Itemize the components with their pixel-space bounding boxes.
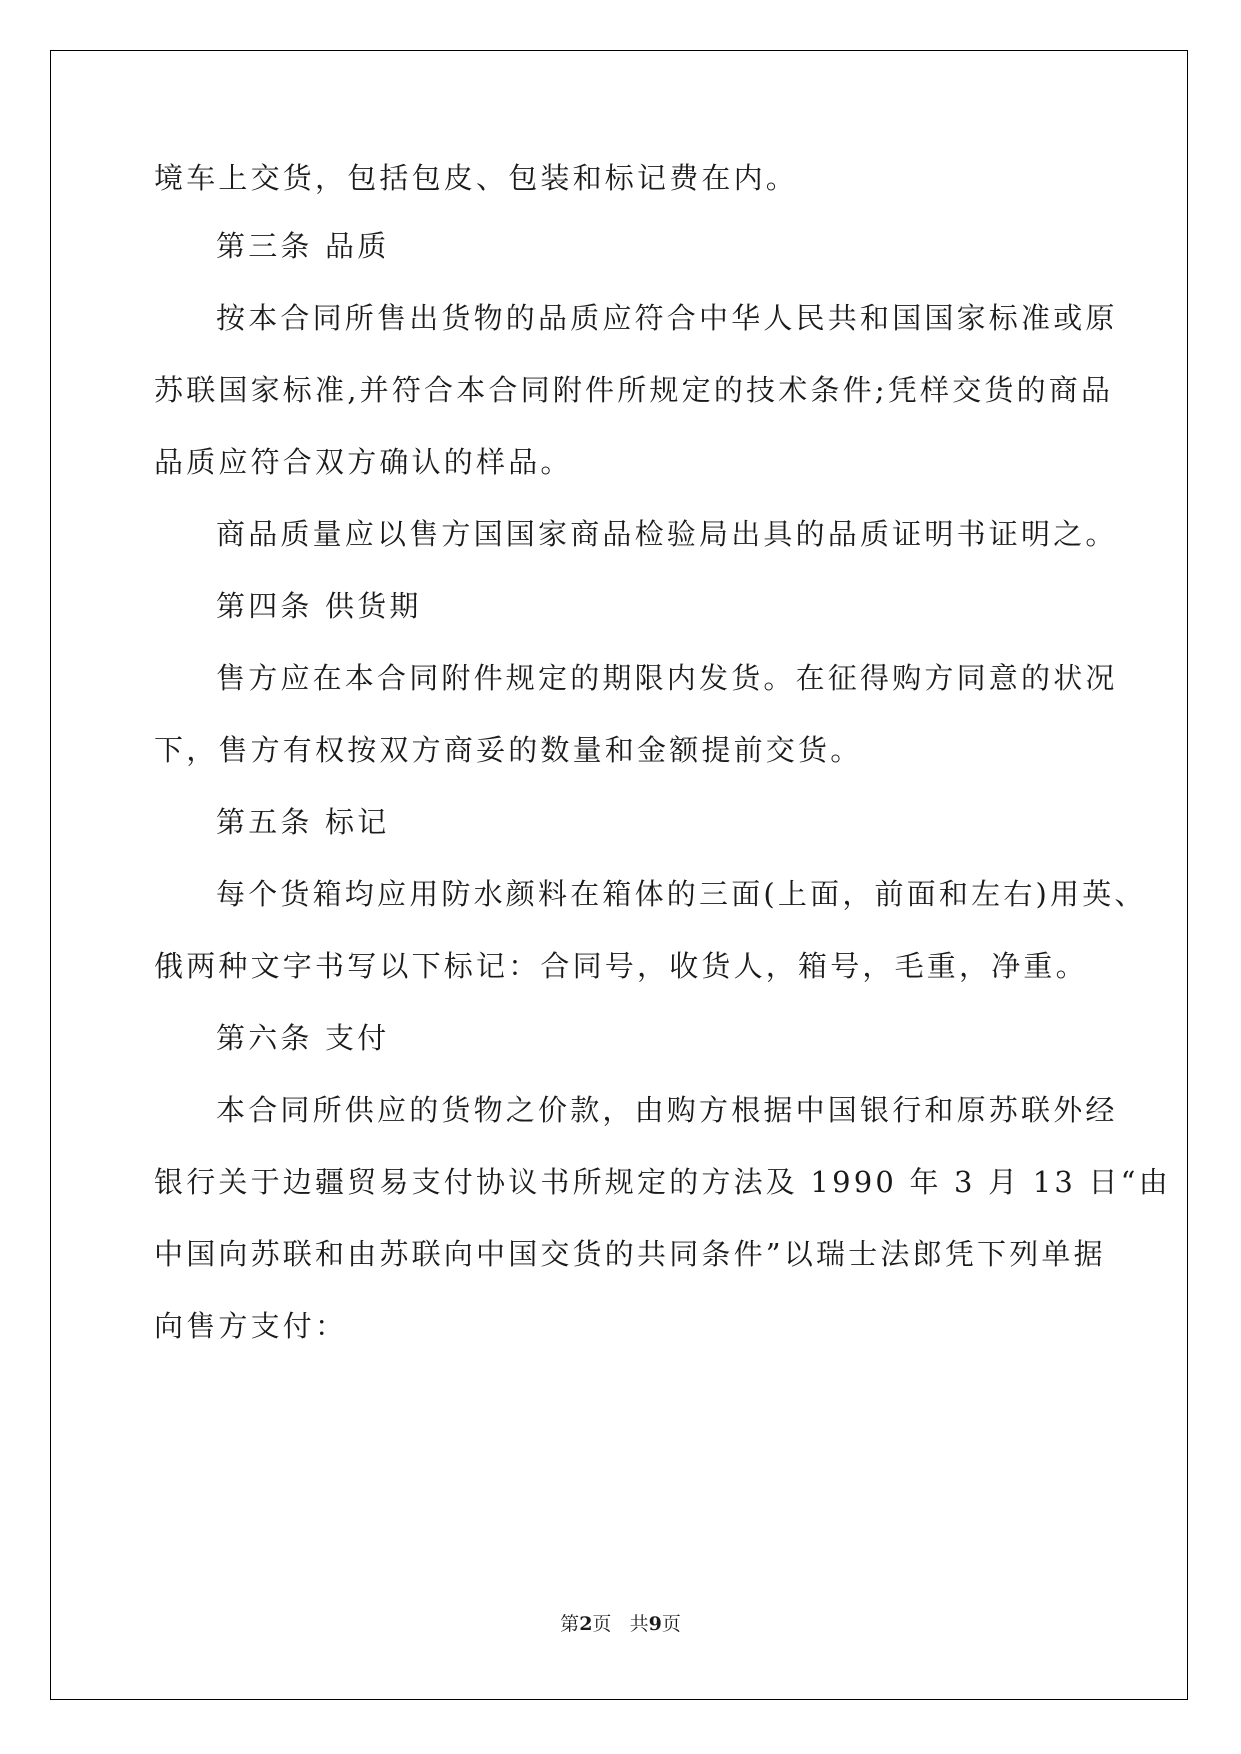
text-line-8: 售方应在本合同附件规定的期限内发货。在征得购方同意的状况 [216,661,1118,695]
text-line-6: 商品质量应以售方国国家商品检验局出具的品质证明书证明之。 [216,517,1118,551]
text-line-1: 境车上交货，包括包皮、包装和标记费在内。 [154,161,799,195]
current-page-number: 2 [579,1613,593,1635]
text-line-9: 下，售方有权按双方商妥的数量和金额提前交货。 [154,733,863,767]
text-line-3: 按本合同所售出货物的品质应符合中华人民共和国国家标准或原 [216,301,1118,335]
text-line-4: 苏联国家标准,并符合本合同附件所规定的技术条件;凭样交货的商品 [154,373,1114,407]
text-line-16: 中国向苏联和由苏联向中国交货的共同条件”以瑞士法郎凭下列单据 [154,1237,1106,1271]
article-5-heading: 第五条 标记 [216,805,390,839]
footer-page-suffix: 页 [592,1613,612,1635]
text-line-17: 向售方支付： [154,1309,348,1343]
text-line-14: 本合同所供应的货物之价款，由购方根据中国银行和原苏联外经 [216,1093,1118,1127]
text-line-5: 品质应符合双方确认的样品。 [154,445,573,479]
text-line-15: 银行关于边疆贸易支付协议书所规定的方法及 1990 年 3 月 13 日“由 [154,1165,1171,1199]
total-page-count: 9 [648,1613,662,1635]
footer-prefix: 第 [560,1613,580,1635]
article-6-heading: 第六条 支付 [216,1021,390,1055]
text-line-11: 每个货箱均应用防水颜料在箱体的三面(上面，前面和左右)用英、 [216,877,1147,911]
footer-total-suffix: 页 [661,1613,681,1635]
article-4-heading: 第四条 供货期 [216,589,422,623]
text-line-12: 俄两种文字书写以下标记：合同号，收货人，箱号，毛重，净重。 [154,949,1088,983]
article-3-heading: 第三条 品质 [216,229,390,263]
page-footer [0,1612,1241,1636]
footer-total-prefix: 共 [629,1613,649,1635]
